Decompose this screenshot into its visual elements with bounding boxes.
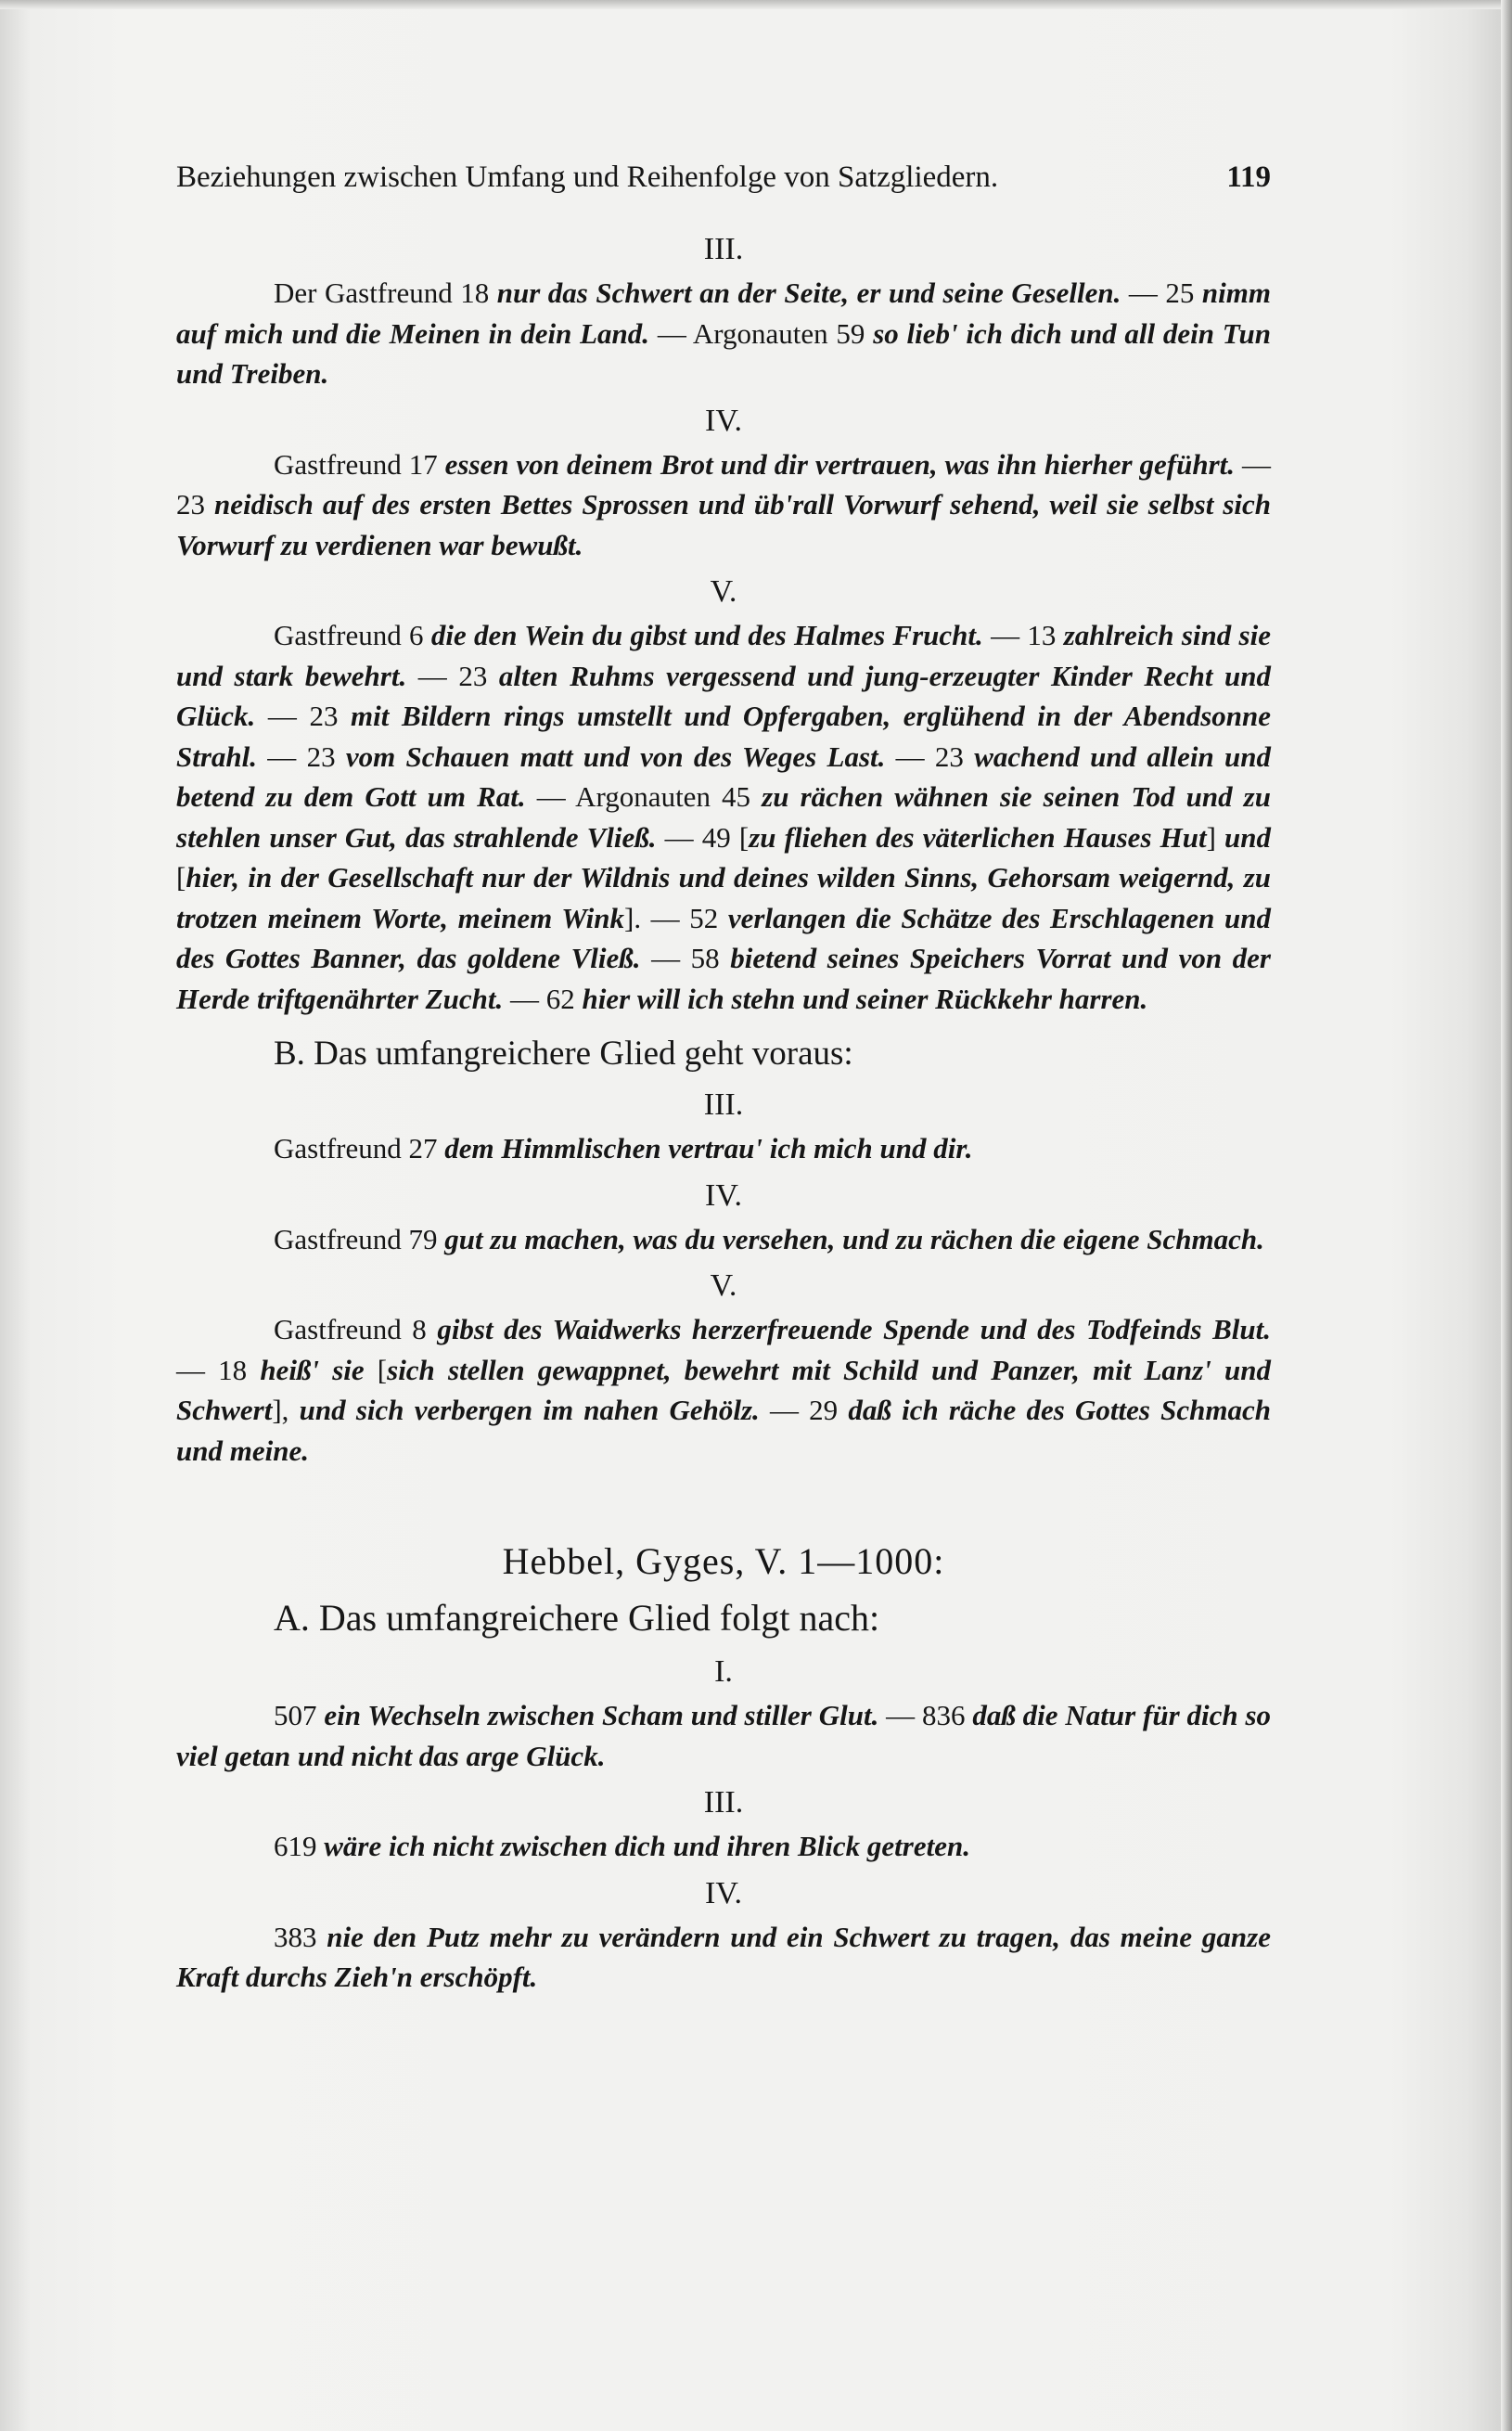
example-paragraph <box>176 1128 1271 1169</box>
citation-text: — 23 <box>255 700 352 732</box>
citation-text: Der Gastfreund 18 <box>274 277 497 309</box>
section-roman-numeral: III. <box>703 1087 744 1122</box>
example-paragraph <box>176 1309 1271 1471</box>
citation-text: ] <box>1206 820 1225 854</box>
section-roman-numeral: IV. <box>705 403 742 438</box>
section-roman-numeral: III. <box>703 1785 744 1820</box>
page-number: 119 <box>1226 161 1271 194</box>
quoted-text: vom Schauen matt und von des Weges Last. <box>345 740 886 773</box>
citation-text: — 836 <box>878 1699 973 1731</box>
citation-text: ], <box>272 1394 300 1426</box>
quoted-text: wäre ich nicht zwischen dich und ihren Blick getreten. <box>324 1830 970 1862</box>
section-heading-a: A. Das umfangreichere Glied folgt nach: <box>274 1597 880 1639</box>
section-roman-numeral: IV. <box>705 1875 742 1910</box>
quoted-text: die den Wein du gibst und des Halmes Frucht. <box>430 619 983 651</box>
quoted-text: und <box>1224 820 1272 854</box>
work-heading: Hebbel, Gyges, V. 1—1000: <box>502 1540 945 1582</box>
section-roman-numeral: I. <box>714 1654 733 1689</box>
citation-text: — 23 <box>885 740 975 773</box>
quoted-text: heiß' sie <box>260 1353 365 1386</box>
citation-text: ]. — 52 <box>624 901 728 934</box>
citation-text: — 29 <box>759 1394 849 1426</box>
section-roman-numeral: IV. <box>705 1177 742 1213</box>
citation-text: Gastfreund 6 <box>274 619 431 651</box>
citation-text: Gastfreund 27 <box>274 1132 445 1164</box>
running-header <box>176 158 1271 223</box>
citation-text: — 13 <box>982 619 1064 651</box>
citation-text: — 18 <box>176 1353 261 1386</box>
citation-text: [ <box>364 1353 388 1386</box>
citation-text: — 58 <box>640 942 731 974</box>
citation-text: 507 <box>274 1699 325 1731</box>
citation-text: — 62 <box>503 982 583 1015</box>
citation-text: — Argonauten 45 <box>525 780 762 813</box>
citation-text: Gastfreund 79 <box>274 1222 445 1255</box>
citation-text: 619 <box>274 1830 325 1862</box>
example-paragraph <box>176 615 1271 1019</box>
quoted-text: essen von deinem Brot und dir vertrauen, was ihn hierher geführt. <box>444 447 1236 481</box>
quoted-text: gut zu machen, was du versehen, und zu rächen die eigene Schmach. <box>444 1222 1264 1255</box>
quoted-text: zu rächen wähnen sie seinen Tod und zu stehlen unser Gut, das strahlende Vließ. <box>176 780 1271 854</box>
page-top-edge <box>0 0 1512 9</box>
quoted-text: ein Wechseln zwischen Scham und stiller Glut. <box>324 1699 879 1731</box>
quoted-text: mit Bildern rings umstellt und Opfergaben, erglühend in der Abendsonne Strahl. <box>176 700 1272 773</box>
quoted-text: daß ich räche des Gottes Schmach und meine. <box>176 1394 1271 1467</box>
quoted-text: wachend und allein und betend zu dem Gott um Rat. <box>176 740 1271 813</box>
citation-text: Gastfreund 8 <box>274 1313 438 1345</box>
quoted-text: hier, in der Gesellschaft nur der Wildnis und deines wilden Sinns, Gehorsam weigernd, zu trotzen meinem Worte, meinem Wink <box>176 861 1271 934</box>
section-roman-numeral: III. <box>703 232 744 266</box>
quoted-text: nimm auf mich und die Meinen in dein Land. <box>176 277 1272 350</box>
quoted-text: zahlreich sind sie und stark bewehrt. <box>176 619 1271 692</box>
section-roman-numeral: V. <box>710 574 737 609</box>
quoted-text: dem Himmlischen vertrau' ich mich und dir. <box>444 1132 973 1164</box>
example-paragraph <box>176 1695 1271 1776</box>
citation-text: — 23 <box>176 447 1272 521</box>
section-heading-b: B. Das umfangreichere Glied geht voraus: <box>274 1035 853 1073</box>
quoted-text: nur das Schwert an der Seite, er und seine Gesellen. <box>496 277 1121 309</box>
example-paragraph <box>176 273 1271 394</box>
citation-text: Gastfreund 17 <box>274 447 445 481</box>
quoted-text: so lieb' ich dich und all dein Tun und Treiben. <box>176 316 1271 390</box>
quoted-text: alten Ruhms vergessend und jung-erzeugter Kinder Recht und Glück. <box>176 659 1272 732</box>
quoted-text: nie den Putz mehr zu verändern und ein Schwert zu tragen, das meine ganze Kraft durchs Zieh'n erschöpft. <box>176 1920 1271 1993</box>
example-paragraph <box>176 1917 1271 1998</box>
quoted-text: und sich verbergen im nahen Gehölz. <box>299 1394 760 1426</box>
citation-text: — 23 <box>406 659 499 692</box>
citation-text: — 25 <box>1121 277 1202 309</box>
example-paragraph <box>176 1826 1271 1867</box>
page-content <box>176 158 1271 2001</box>
citation-text: [ <box>176 861 186 894</box>
running-title: Beziehungen zwischen Umfang und Reihenfolge von Satzgliedern. <box>176 161 999 194</box>
section-roman-numeral: V. <box>710 1268 737 1303</box>
quoted-text: daß die Natur für dich so viel getan und nicht das arge Glück. <box>176 1699 1272 1772</box>
quoted-text: sich stellen gewappnet, bewehrt mit Schild und Panzer, mit Lanz' und Schwert <box>176 1353 1271 1426</box>
quoted-text: neidisch auf des ersten Bettes Sprossen und üb'rall Vorwurf sehend, weil sie selbst sich Vorwurf zu verdienen war bewußt. <box>176 488 1272 561</box>
quoted-text: bietend seines Speichers Vorrat und von der Herde triftgenährter Zucht. <box>176 942 1271 1015</box>
example-paragraph <box>176 1219 1271 1260</box>
quoted-text: verlangen die Schätze des Erschlagenen und des Gottes Banner, das goldene Vließ. <box>176 901 1271 974</box>
quoted-text: gibst des Waidwerks herzerfreuende Spende und des Todfeinds Blut. <box>437 1313 1271 1345</box>
citation-text: — Argonauten 59 <box>649 316 874 350</box>
citation-text: — 49 [ <box>656 820 750 854</box>
citation-text: 383 <box>274 1920 327 1953</box>
quoted-text: zu fliehen des väterlichen Hauses Hut <box>749 820 1207 854</box>
example-paragraph <box>176 444 1271 566</box>
citation-text: — 23 <box>257 740 346 773</box>
quoted-text: hier will ich stehn und seiner Rückkehr harren. <box>582 982 1148 1015</box>
page-right-edge <box>1501 0 1512 2431</box>
